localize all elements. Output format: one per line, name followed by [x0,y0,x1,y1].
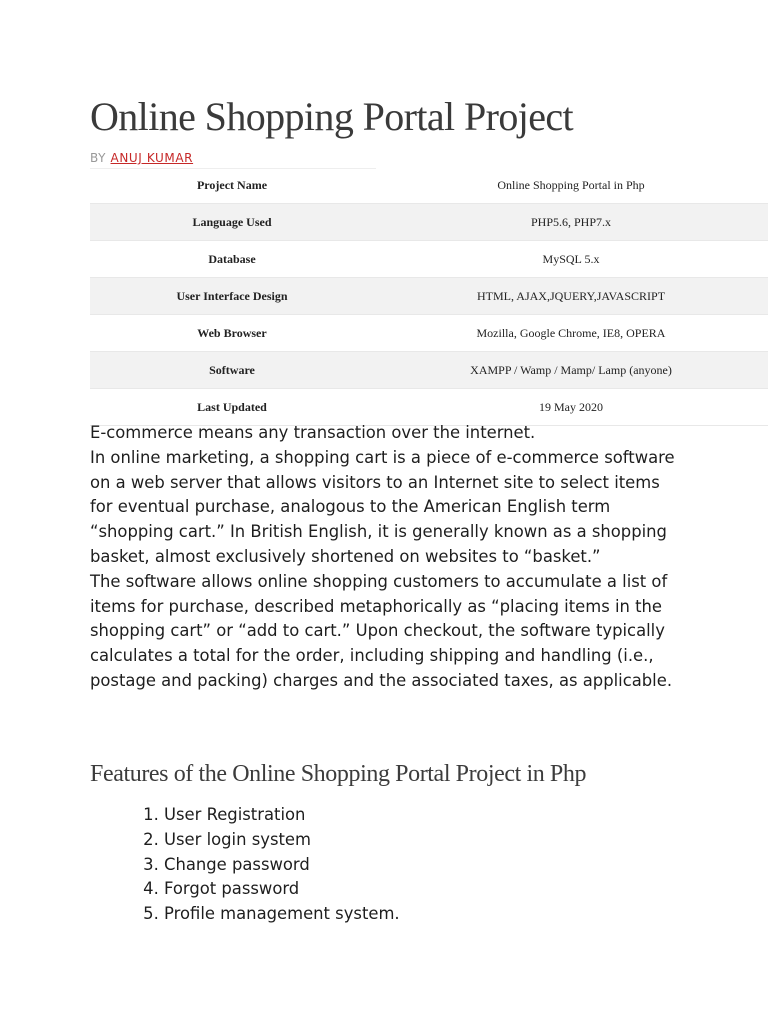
table-row-label: Software [90,352,374,389]
table-row-label: Web Browser [90,315,374,352]
table-row-label: Last Updated [90,389,374,426]
list-item: 2. User login system [164,828,400,853]
table-row-label: Database [90,241,374,278]
table-row [90,352,768,389]
page-title: Online Shopping Portal Project [90,94,574,139]
list-item: 4. Forgot password [164,877,400,902]
table-row [90,204,768,241]
project-info-table [90,167,768,426]
table-row [90,315,768,352]
article-body [90,421,680,694]
table-row [90,167,768,204]
features-heading: Features of the Online Shopping Portal Project in Php [90,761,587,787]
table-row-value: Mozilla, Google Chrome, IE8, OPERA [374,315,768,352]
table-row-value: Online Shopping Portal in Php [374,167,768,204]
features-list [90,803,400,927]
paragraph: The software allows online shopping customers to accumulate a list of items for purchase, described metaphorically as “placing items in the shopping cart” or “add to cart.” Upon checkout, the software typically calculates a total for the order, including shipping and handling (i.e., postage and packing) charges and the associated taxes, as applicable. [90,571,673,690]
author-link[interactable]: ANUJ KUMAR [110,151,194,165]
table-row-label: User Interface Design [90,278,374,315]
list-item: 5. Profile management system. [164,902,400,927]
paragraph: E-commerce means any transaction over the internet. [90,423,536,442]
table-row [90,241,768,278]
table-row-value: PHP5.6, PHP7.x [374,204,768,241]
table-row [90,389,768,426]
table-row-value: XAMPP / Wamp / Mamp/ Lamp (anyone) [374,352,768,389]
byline-prefix: BY [90,151,111,165]
list-item: 3. Change password [164,853,400,878]
table-row-label: Language Used [90,204,374,241]
table-row-label: Project Name [90,167,374,204]
table-row-value: MySQL 5.x [374,241,768,278]
list-item: 1. User Registration [164,803,400,828]
paragraph: In online marketing, a shopping cart is a piece of e-commerce software on a web server that allows visitors to an Internet site to select items for eventual purchase, analogous to the American English term “shopping cart.” In British English, it is generally known as a shopping basket, almost exclusively shortened on websites to “basket.” [90,447,675,566]
table-row [90,278,768,315]
table-row-value: HTML, AJAX,JQUERY,JAVASCRIPT [374,278,768,315]
table-row-value: 19 May 2020 [374,389,768,426]
